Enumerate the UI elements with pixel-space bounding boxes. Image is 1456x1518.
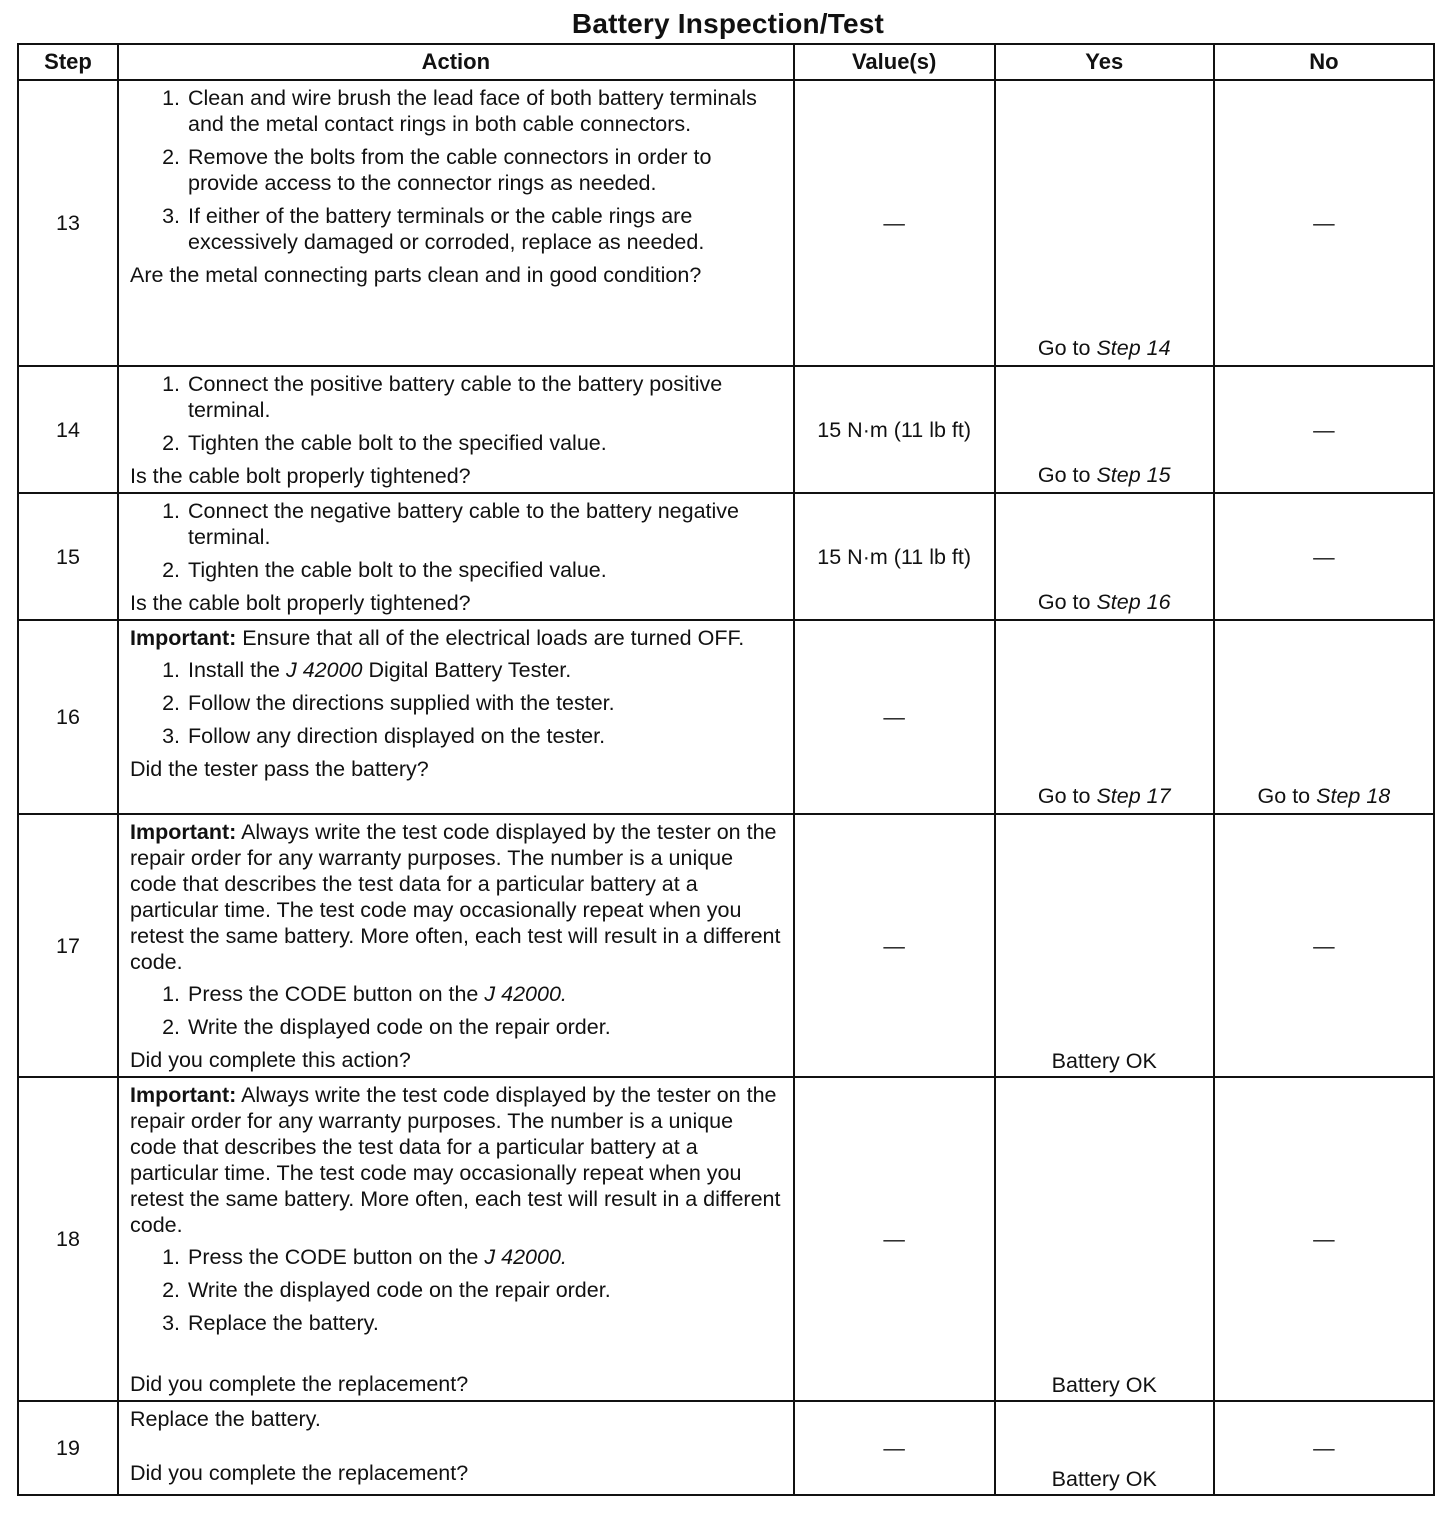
action-item: 2. Tighten the cable bolt to the specified value. bbox=[186, 557, 783, 583]
step-number: 16 bbox=[18, 620, 118, 814]
step-reference: Step 18 bbox=[1316, 784, 1391, 808]
important-text: Always write the test code displayed by the tester on the repair order for any warranty purposes. The number is a unique code that describes the test data for a particular battery at a particular time. The test code may occasionally repeat when you retest the same battery. More often, each test will result in a different code. bbox=[129, 1083, 781, 1237]
step-number: 19 bbox=[18, 1401, 118, 1495]
header-action: Action bbox=[118, 44, 794, 80]
table-row bbox=[18, 814, 1434, 1077]
value-cell: — bbox=[794, 620, 995, 814]
action-item: 2. Follow the directions supplied with the tester. bbox=[186, 690, 783, 716]
go-to-text: Go to bbox=[1037, 590, 1091, 614]
action-item: 2. Remove the bolts from the cable connectors in order to provide access to the connector rings as needed. bbox=[186, 144, 783, 196]
table-row bbox=[18, 366, 1434, 493]
no-cell: — bbox=[1214, 366, 1434, 493]
value-cell: — bbox=[794, 80, 995, 366]
tool-reference: J 42000. bbox=[484, 1245, 567, 1269]
important-note bbox=[130, 1082, 783, 1238]
value-cell: — bbox=[794, 814, 995, 1077]
yes-result: Battery OK bbox=[1051, 1049, 1157, 1073]
action-item bbox=[186, 1244, 783, 1270]
no-cell: — bbox=[1214, 80, 1434, 366]
action-item-text: Press the CODE button on the bbox=[187, 1245, 479, 1269]
action-item: 2. Tighten the cable bolt to the specified value. bbox=[186, 430, 783, 456]
action-text: Replace the battery. bbox=[129, 1407, 321, 1431]
yes-cell bbox=[995, 366, 1214, 493]
important-note bbox=[130, 625, 783, 651]
spacer bbox=[130, 1343, 783, 1369]
yes-cell bbox=[995, 80, 1214, 366]
yes-cell bbox=[995, 620, 1214, 814]
action-item bbox=[186, 981, 783, 1007]
value-cell: 15 N·m (11 lb ft) bbox=[794, 366, 995, 493]
action-question: Is the cable bolt properly tightened? bbox=[129, 464, 471, 488]
tool-reference: J 42000 bbox=[286, 658, 363, 682]
step-number: 14 bbox=[18, 366, 118, 493]
table-row bbox=[18, 493, 1434, 620]
action-item: 2. Write the displayed code on the repair order. bbox=[186, 1014, 783, 1040]
action-item: 2. Write the displayed code on the repair order. bbox=[186, 1277, 783, 1303]
spacer bbox=[130, 1432, 783, 1458]
action-item: 3. Follow any direction displayed on the tester. bbox=[186, 723, 783, 749]
step-number: 18 bbox=[18, 1077, 118, 1401]
action-item-text: Install the bbox=[187, 658, 281, 682]
action-cell bbox=[118, 814, 794, 1077]
action-item bbox=[186, 657, 783, 683]
go-to-text: Go to bbox=[1037, 463, 1091, 487]
important-label: Important: bbox=[129, 820, 237, 844]
no-cell: — bbox=[1214, 1077, 1434, 1401]
action-item: 1. Connect the negative battery cable to the battery negative terminal. bbox=[186, 498, 783, 550]
no-cell: — bbox=[1214, 814, 1434, 1077]
step-number: 17 bbox=[18, 814, 118, 1077]
action-cell bbox=[118, 1401, 794, 1495]
header-values: Value(s) bbox=[794, 44, 995, 80]
action-item: 3. Replace the battery. bbox=[186, 1310, 783, 1336]
important-note bbox=[130, 819, 783, 975]
important-label: Important: bbox=[129, 1083, 237, 1107]
important-text: Ensure that all of the electrical loads are turned OFF. bbox=[242, 626, 745, 650]
table-row bbox=[18, 1077, 1434, 1401]
action-item-text: Digital Battery Tester. bbox=[368, 658, 572, 682]
yes-result: Battery OK bbox=[1051, 1373, 1157, 1397]
action-question: Is the cable bolt properly tightened? bbox=[129, 591, 471, 615]
yes-cell bbox=[995, 1077, 1214, 1401]
no-cell: — bbox=[1214, 493, 1434, 620]
no-cell: — bbox=[1214, 1401, 1434, 1495]
step-reference: Step 14 bbox=[1096, 336, 1171, 360]
header-yes: Yes bbox=[995, 44, 1214, 80]
header-no: No bbox=[1214, 44, 1434, 80]
yes-cell bbox=[995, 814, 1214, 1077]
action-item: 3. If either of the battery terminals or the cable rings are excessively damaged or corroded, replace as needed. bbox=[186, 203, 783, 255]
action-cell bbox=[118, 80, 794, 366]
step-number: 15 bbox=[18, 493, 118, 620]
no-cell bbox=[1214, 620, 1434, 814]
step-reference: Step 15 bbox=[1096, 463, 1171, 487]
action-question: Are the metal connecting parts clean and in good condition? bbox=[129, 263, 702, 287]
step-reference: Step 16 bbox=[1096, 590, 1171, 614]
yes-result: Battery OK bbox=[1051, 1467, 1157, 1491]
yes-cell bbox=[995, 493, 1214, 620]
important-text: Always write the test code displayed by the tester on the repair order for any warranty purposes. The number is a unique code that describes the test data for a particular battery at a particular time. The test code may occasionally repeat when you retest the same battery. More often, each test will result in a different code. bbox=[129, 820, 781, 974]
value-cell: — bbox=[794, 1401, 995, 1495]
go-to-text: Go to bbox=[1257, 784, 1311, 808]
step-reference: Step 17 bbox=[1096, 784, 1171, 808]
value-cell: 15 N·m (11 lb ft) bbox=[794, 493, 995, 620]
battery-test-table bbox=[17, 43, 1435, 1496]
action-question: Did you complete this action? bbox=[129, 1048, 411, 1072]
go-to-text: Go to bbox=[1037, 336, 1091, 360]
header-step: Step bbox=[18, 44, 118, 80]
action-item: 1. Clean and wire brush the lead face of both battery terminals and the metal contact rings in both cable connectors. bbox=[186, 85, 783, 137]
action-cell bbox=[118, 1077, 794, 1401]
action-cell bbox=[118, 366, 794, 493]
table-header-row bbox=[18, 44, 1434, 80]
action-question: Did the tester pass the battery? bbox=[129, 757, 429, 781]
value-cell: — bbox=[794, 1077, 995, 1401]
action-item-text: Press the CODE button on the bbox=[187, 982, 479, 1006]
action-cell bbox=[118, 620, 794, 814]
table-row bbox=[18, 1401, 1434, 1495]
table-row bbox=[18, 80, 1434, 366]
action-question: Did you complete the replacement? bbox=[129, 1372, 469, 1396]
step-number: 13 bbox=[18, 80, 118, 366]
action-cell bbox=[118, 493, 794, 620]
tool-reference: J 42000. bbox=[484, 982, 567, 1006]
yes-cell bbox=[995, 1401, 1214, 1495]
page-title: Battery Inspection/Test bbox=[571, 8, 885, 39]
table-row bbox=[18, 620, 1434, 814]
action-question: Did you complete the replacement? bbox=[129, 1461, 469, 1485]
go-to-text: Go to bbox=[1037, 784, 1091, 808]
action-item: 1. Connect the positive battery cable to the battery positive terminal. bbox=[186, 371, 783, 423]
important-label: Important: bbox=[129, 626, 237, 650]
